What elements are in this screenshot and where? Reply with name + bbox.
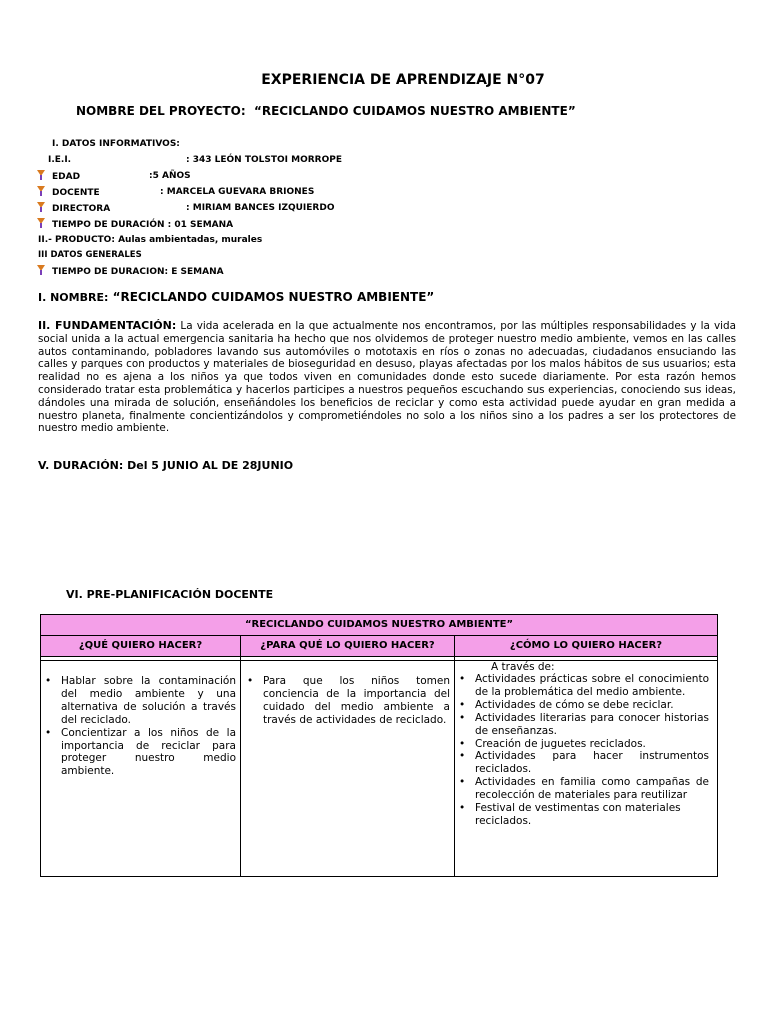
planning-table [40, 614, 718, 877]
tiempo-row [36, 218, 233, 231]
cell-que [41, 661, 241, 877]
cell-para-que [241, 661, 455, 877]
header-como: ¿CÓMO LO QUIERO HACER? [455, 636, 718, 657]
list-item: • Actividades literarias para conocer historias de enseñanzas. [455, 712, 709, 738]
tiempo-text: TIEMPO DE DURACIÓN : 01 SEMANA [52, 220, 234, 230]
list-item: • Actividades en familia como campañas de recolección de materiales para reutilizar [455, 776, 709, 802]
preplanificacion-heading: VI. PRE-PLANIFICACIÓN DOCENTE [66, 588, 274, 601]
arrow-bullet-icon [36, 218, 46, 228]
list-item: • Actividades para hacer instrumentos reciclados. [455, 750, 709, 776]
docente-row [36, 186, 100, 199]
tiempo2-text: TIEMPO DE DURACION: E SEMANA [52, 267, 224, 277]
header-que: ¿QUÉ QUIERO HACER? [41, 636, 241, 657]
nombre-value: “RECICLANDO CUIDAMOS NUESTRO AMBIENTE” [112, 290, 435, 304]
iei-value: : 343 LEÓN TOLSTOI MORROPE [186, 155, 342, 165]
directora-label: DIRECTORA [52, 204, 111, 214]
arrow-bullet-icon [36, 186, 46, 196]
iei-label: I.E.I. [48, 155, 72, 165]
directora-row [36, 202, 110, 215]
como-intro: A través de: [491, 661, 555, 673]
duracion-line: V. DURACIÓN: Del 5 JUNIO AL DE 28JUNIO [38, 459, 294, 472]
datos-generales: III DATOS GENERALES [38, 250, 142, 260]
list-item: • Creación de juguetes reciclados. [455, 738, 709, 751]
arrow-bullet-icon [36, 265, 46, 275]
datos-heading: I. DATOS INFORMATIVOS: [52, 139, 180, 149]
nombre-heading [38, 290, 434, 304]
list-item: • Para que los niños tomen conciencia de la importancia del cuidado del medio ambiente a través de actividades de reciclado. [243, 675, 450, 727]
fundamentacion-text: La vida acelerada en la que actualmente nos encontramos, por las múltiples responsabilidades y la vida social unida a la actual emergencia sanitaria ha hecho que nos olvidemos de proteger nuestro medio ambiente, vemos en las calles autos contaminando, pobladores lavando sus automóviles o mototaxis en ríos o zonas no adecuadas, ciudadanos ensuciando las calles y parques con productos y materiales de bioseguridad en desuso, playas afectadas por los malos hábitos de sus usuarios; esta realidad no es ajena a los niños ya que todos viven en comunidades donde esto sucede diariamente. Por esta razón hemos considerado tratar esta problemática y hacerlos participes a nuestros pequeños escuchando sus experiencias, conociendo sus ideas, dándoles una mirada de solución, enseñándoles los beneficios de reciclar y como esta actividad puede ayudar en gran medida a nuestro planeta, finalmente concientizándolos y comprometiéndoles no solo a los niños sino a los padres a ser los protectores de nuestro medio ambiente. [38, 320, 736, 435]
nombre-label: I. NOMBRE: [38, 291, 109, 304]
table-title: “RECICLANDO CUIDAMOS NUESTRO AMBIENTE” [41, 615, 718, 636]
list-item: • Hablar sobre la contaminación del medio ambiente y una alternativa de solución a través del reciclado. [41, 675, 236, 727]
edad-row [36, 170, 80, 183]
fundamentacion-label: II. FUNDAMENTACIÓN: [38, 319, 177, 332]
header-para-que: ¿PARA QUÉ LO QUIERO HACER? [241, 636, 455, 657]
edad-label: EDAD [52, 172, 81, 182]
fundamentacion-paragraph [38, 320, 736, 435]
cell-como [455, 661, 718, 877]
docente-label: DOCENTE [52, 188, 100, 198]
list-item: • Concientizar a los niños de la importancia de reciclar para proteger nuestro medio ambiente. [41, 727, 236, 779]
arrow-bullet-icon [36, 170, 46, 180]
document-title: EXPERIENCIA DE APRENDIZAJE N°07 [261, 72, 545, 88]
list-item: • Festival de vestimentas con materiales [455, 802, 709, 815]
directora-value: : MIRIAM BANCES IZQUIERDO [186, 203, 335, 213]
docente-value: : MARCELA GUEVARA BRIONES [160, 187, 315, 197]
project-name: NOMBRE DEL PROYECTO: “RECICLANDO CUIDAMOS NUESTRO AMBIENTE” [76, 104, 576, 118]
edad-value: :5 AÑOS [149, 171, 191, 181]
list-item: • Actividades de cómo se debe reciclar. [455, 699, 709, 712]
list-item: • Actividades prácticas sobre el conocimiento de la problemática del medio ambiente. [455, 673, 709, 699]
arrow-bullet-icon [36, 202, 46, 212]
como-tail: reciclados. [475, 814, 532, 827]
producto-line: II.- PRODUCTO: Aulas ambientadas, murales [38, 235, 263, 245]
tiempo2-row [36, 265, 224, 278]
